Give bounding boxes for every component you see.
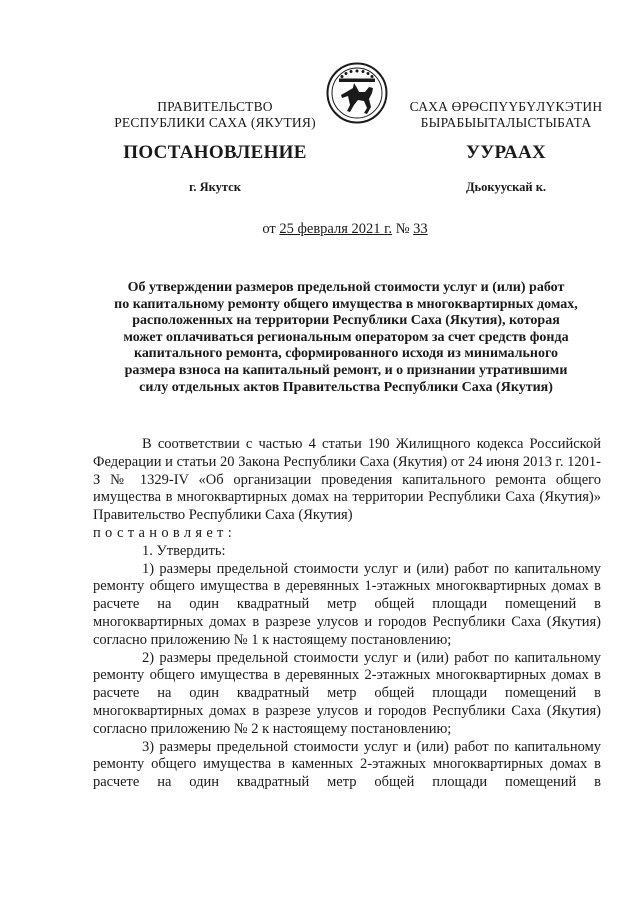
document-date-number <box>0 221 640 238</box>
city-ru: г. Якутск <box>189 180 241 194</box>
title-line: может оплачиваться региональным оператором за счет средств фонда <box>123 329 569 345</box>
document-title <box>90 280 602 396</box>
sakha-coat-of-arms-icon <box>326 62 388 124</box>
title-line: силу отдельных актов Правительства Республики Саха (Якутия) <box>139 379 553 395</box>
document-body <box>93 436 601 792</box>
item-1: 1. Утвердить: <box>142 542 226 559</box>
city-sakha: Дьокуускай к. <box>465 180 547 194</box>
government-line-1: ПРАВИТЕЛЬСТВО <box>157 99 273 114</box>
number-sign: № <box>395 221 410 237</box>
document-number: 33 <box>413 221 428 237</box>
preamble-paragraph: В соответствии с частью 4 статьи 190 Жилищного кодекса Российской Федерации и статьи 20 Закона Республики Саха (Якутия) от 24 июня 2013 г. 1201-З № 1329-IV «Об организации проведения капитального ремонта общего имущества в многоквартирных домах на территории Республики Саха (Якутия)» Правительство Республики Саха (Якутия) <box>93 436 601 524</box>
document-type-sakha: УУРААХ <box>465 142 547 163</box>
date-prefix: от <box>262 221 276 237</box>
government-sakha-line-1: САХА ӨРӨСПҮҮБҮЛҮКЭТИН <box>409 99 603 114</box>
title-line: по капитальному ремонту общего имущества в многоквартирных домах, <box>114 296 578 312</box>
subitem-1: 1) размеры предельной стоимости услуг и (или) работ по капитальному ремонту общего имущества в деревянных 1-этажных многоквартирных домах в расчете на один квадратный метр общей площади помещений в многоквартирных домах в разрезе улусов и городов Республики Саха (Якутия) согласно приложению № 1 к настоящему постановлению; <box>93 560 601 648</box>
title-line: размера взноса на капитальный ремонт, и о признании утратившими <box>124 362 568 378</box>
subitem-2: 2) размеры предельной стоимости услуг и (или) работ по капитальному ремонту общего имущества в деревянных 2-этажных многоквартирных домах в расчете на один квадратный метр общей площади помещений в многоквартирных домах в разрезе улусов и городов Республики Саха (Якутия) согласно приложению № 2 к настоящему постановлению; <box>93 649 601 737</box>
decree-word: постановляет: <box>93 524 237 541</box>
document-type-ru: ПОСТАНОВЛЕНИЕ <box>123 142 307 163</box>
title-line: расположенных на территории Республики Саха (Якутия), которая <box>132 313 560 329</box>
title-line: капитального ремонта, сформированного исходя из минимального <box>134 346 558 362</box>
government-name-ru <box>100 99 330 131</box>
subitem-3: 3) размеры предельной стоимости услуг и (или) работ по капитальному ремонту общего имущества в каменных 2-этажных многоквартирных домах в расчете на один квадратный метр общей площади помещений в <box>93 738 601 791</box>
government-line-2: РЕСПУБЛИКИ САХА (ЯКУТИЯ) <box>114 115 316 130</box>
government-name-sakha <box>393 99 619 131</box>
document-date: 25 февраля 2021 г. <box>279 221 393 237</box>
title-line: Об утверждении размеров предельной стоимости услуг и (или) работ <box>127 280 565 295</box>
government-sakha-line-2: БЫРАБЫЫТАЛЫСТЫБАТА <box>420 115 592 130</box>
